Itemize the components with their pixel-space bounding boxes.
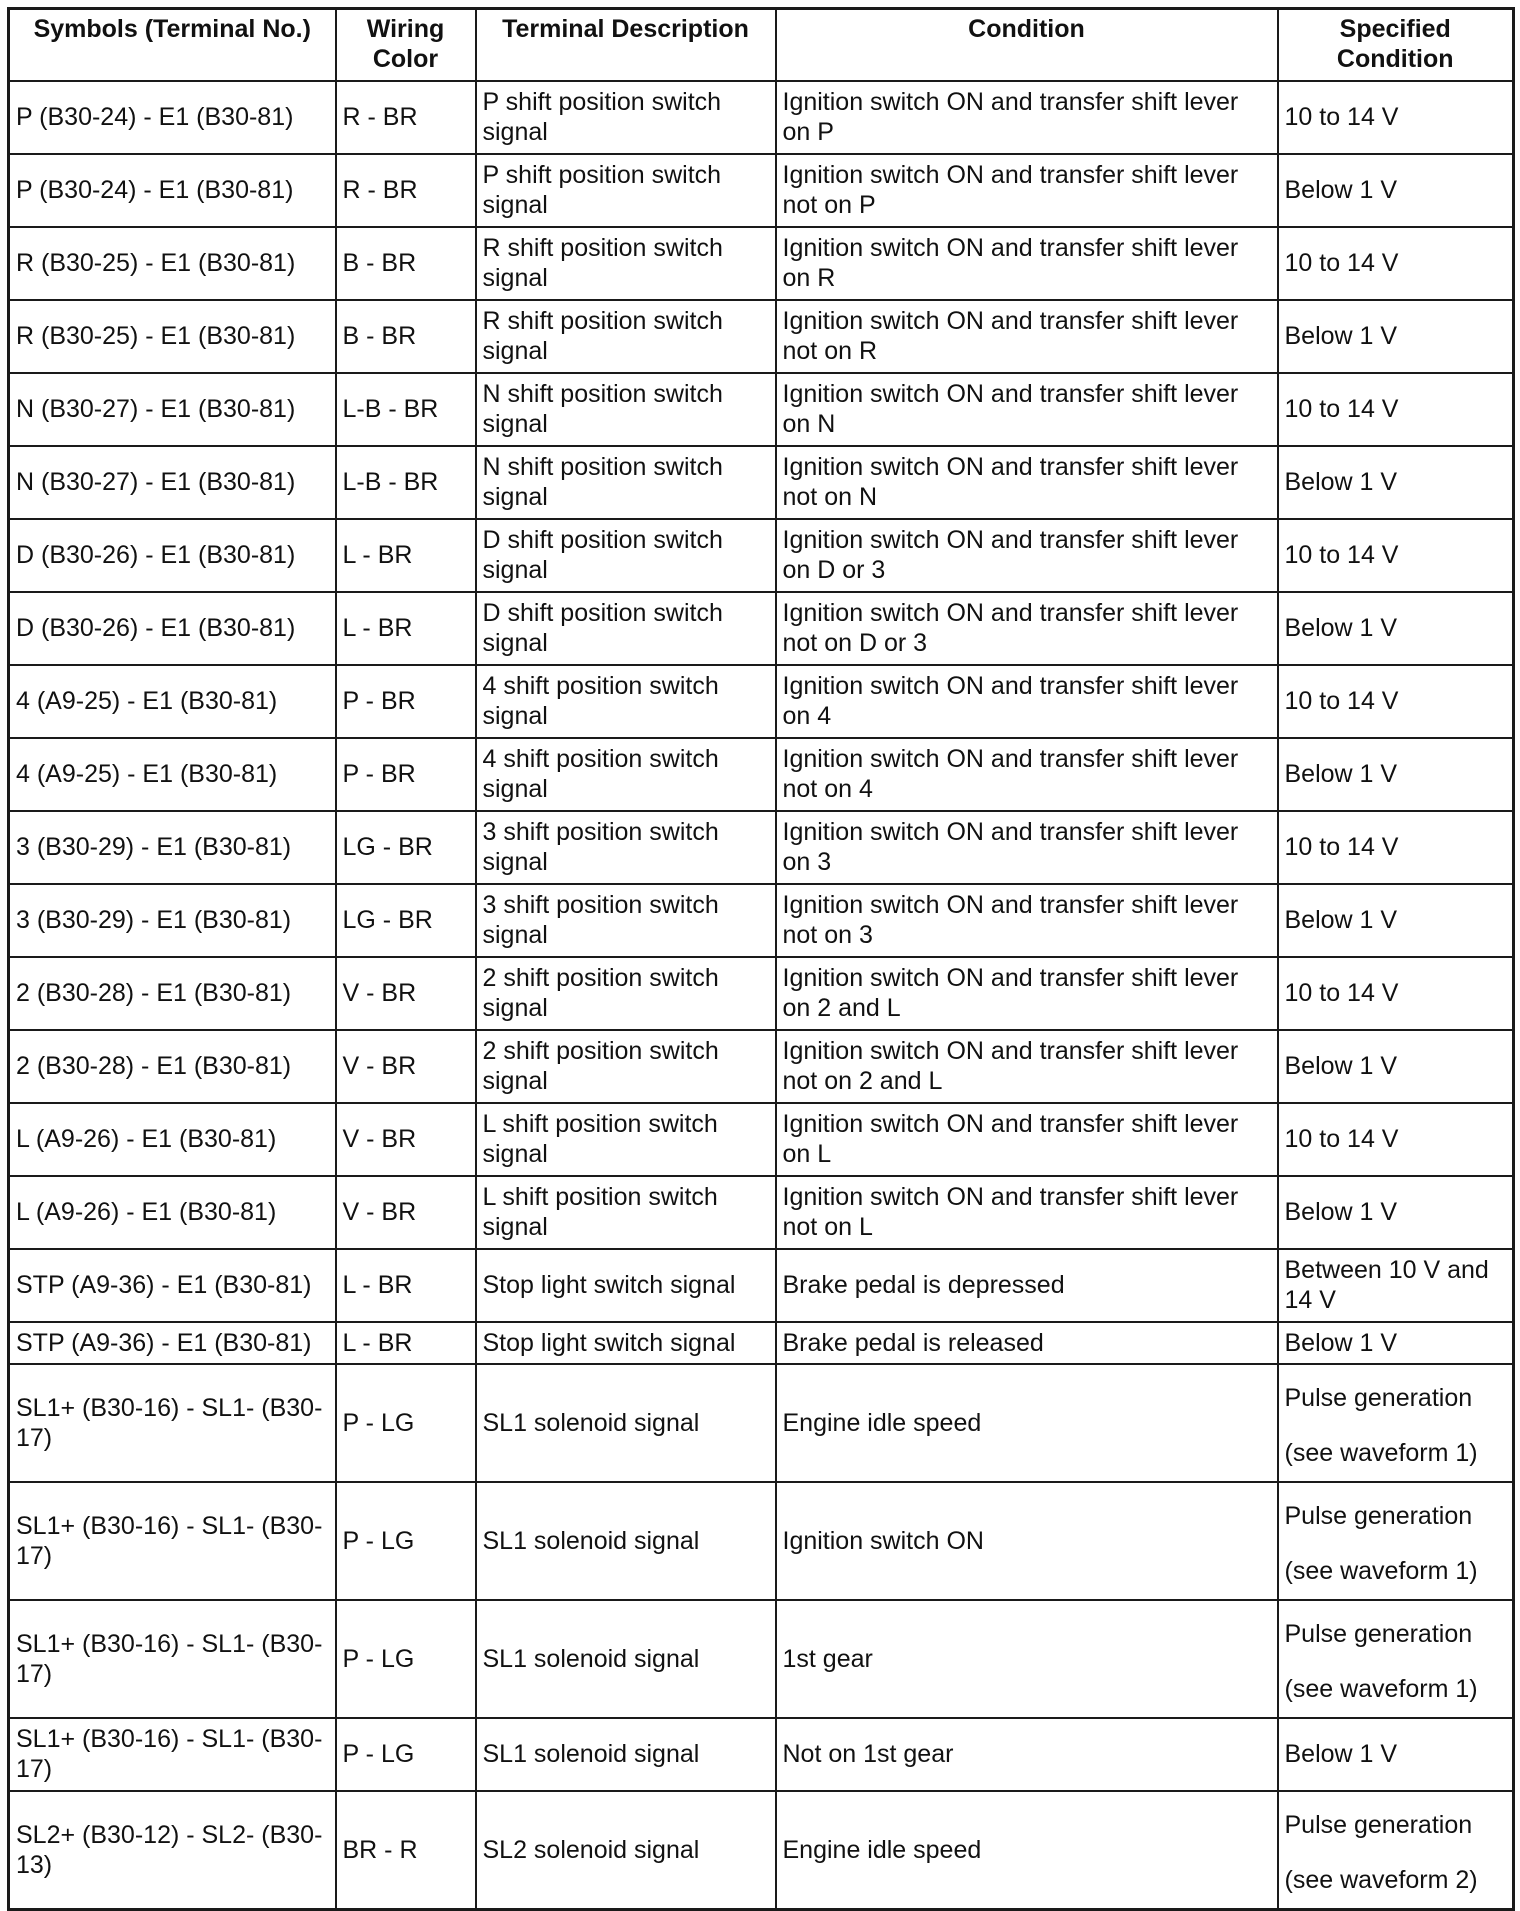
cell-symbols: R (B30-25) - E1 (B30-81)	[9, 300, 336, 373]
table-row	[9, 227, 1514, 300]
table-row	[9, 884, 1514, 957]
table-row	[9, 592, 1514, 665]
table-row	[9, 446, 1514, 519]
cell-condition: Ignition switch ON	[776, 1482, 1278, 1600]
cell-wiring-color: B - BR	[336, 227, 476, 300]
cell-specified-condition: Pulse generation (see waveform 2)	[1278, 1791, 1514, 1910]
cell-condition: Ignition switch ON and transfer shift lever on 3	[776, 811, 1278, 884]
table-row	[9, 300, 1514, 373]
cell-terminal-description: N shift position switch signal	[476, 446, 776, 519]
cell-wiring-color: LG - BR	[336, 811, 476, 884]
cell-terminal-description: P shift position switch signal	[476, 154, 776, 227]
cell-condition: Ignition switch ON and transfer shift lever not on D or 3	[776, 592, 1278, 665]
cell-wiring-color: L-B - BR	[336, 373, 476, 446]
cell-symbols: SL1+ (B30-16) - SL1- (B30-17)	[9, 1718, 336, 1791]
cell-wiring-color: P - BR	[336, 665, 476, 738]
table-body	[9, 81, 1514, 1910]
cell-wiring-color: R - BR	[336, 154, 476, 227]
cell-wiring-color: B - BR	[336, 300, 476, 373]
cell-specified-condition: Pulse generation (see waveform 1)	[1278, 1482, 1514, 1600]
cell-specified-condition: Below 1 V	[1278, 1030, 1514, 1103]
cell-specified-condition: Pulse generation (see waveform 1)	[1278, 1364, 1514, 1482]
cell-specified-condition: 10 to 14 V	[1278, 227, 1514, 300]
cell-specified-condition: 10 to 14 V	[1278, 1103, 1514, 1176]
cell-condition: 1st gear	[776, 1600, 1278, 1718]
table-row	[9, 1249, 1514, 1322]
cell-wiring-color: L - BR	[336, 592, 476, 665]
table-row	[9, 811, 1514, 884]
cell-terminal-description: N shift position switch signal	[476, 373, 776, 446]
cell-symbols: SL2+ (B30-12) - SL2- (B30-13)	[9, 1791, 336, 1910]
cell-terminal-description: Stop light switch signal	[476, 1249, 776, 1322]
cell-terminal-description: 2 shift position switch signal	[476, 1030, 776, 1103]
cell-symbols: R (B30-25) - E1 (B30-81)	[9, 227, 336, 300]
cell-condition: Ignition switch ON and transfer shift lever on L	[776, 1103, 1278, 1176]
cell-condition: Ignition switch ON and transfer shift lever on N	[776, 373, 1278, 446]
cell-wiring-color: P - LG	[336, 1718, 476, 1791]
cell-symbols: N (B30-27) - E1 (B30-81)	[9, 373, 336, 446]
cell-wiring-color: V - BR	[336, 1030, 476, 1103]
terminal-table	[7, 7, 1515, 1911]
cell-terminal-description: R shift position switch signal	[476, 227, 776, 300]
cell-symbols: L (A9-26) - E1 (B30-81)	[9, 1176, 336, 1249]
cell-terminal-description: L shift position switch signal	[476, 1176, 776, 1249]
cell-condition: Ignition switch ON and transfer shift lever not on P	[776, 154, 1278, 227]
cell-wiring-color: P - LG	[336, 1600, 476, 1718]
cell-symbols: P (B30-24) - E1 (B30-81)	[9, 81, 336, 154]
cell-terminal-description: R shift position switch signal	[476, 300, 776, 373]
cell-condition: Ignition switch ON and transfer shift lever on P	[776, 81, 1278, 154]
cell-wiring-color: BR - R	[336, 1791, 476, 1910]
cell-symbols: 3 (B30-29) - E1 (B30-81)	[9, 811, 336, 884]
cell-specified-condition: 10 to 14 V	[1278, 519, 1514, 592]
cell-condition: Ignition switch ON and transfer shift lever on D or 3	[776, 519, 1278, 592]
cell-wiring-color: LG - BR	[336, 884, 476, 957]
table-header	[9, 9, 1514, 81]
cell-terminal-description: SL1 solenoid signal	[476, 1600, 776, 1718]
cell-terminal-description: SL1 solenoid signal	[476, 1718, 776, 1791]
cell-condition: Ignition switch ON and transfer shift lever not on 4	[776, 738, 1278, 811]
cell-specified-condition: Below 1 V	[1278, 300, 1514, 373]
cell-symbols: D (B30-26) - E1 (B30-81)	[9, 519, 336, 592]
cell-symbols: SL1+ (B30-16) - SL1- (B30-17)	[9, 1600, 336, 1718]
cell-wiring-color: L - BR	[336, 1249, 476, 1322]
cell-condition: Engine idle speed	[776, 1364, 1278, 1482]
table-row	[9, 81, 1514, 154]
table-row	[9, 373, 1514, 446]
cell-specified-condition: Below 1 V	[1278, 1322, 1514, 1364]
cell-terminal-description: D shift position switch signal	[476, 519, 776, 592]
cell-wiring-color: L-B - BR	[336, 446, 476, 519]
cell-symbols: 2 (B30-28) - E1 (B30-81)	[9, 1030, 336, 1103]
cell-terminal-description: 4 shift position switch signal	[476, 738, 776, 811]
cell-symbols: 4 (A9-25) - E1 (B30-81)	[9, 738, 336, 811]
cell-condition: Ignition switch ON and transfer shift lever not on 2 and L	[776, 1030, 1278, 1103]
cell-terminal-description: 3 shift position switch signal	[476, 884, 776, 957]
cell-terminal-description: P shift position switch signal	[476, 81, 776, 154]
table-row	[9, 1600, 1514, 1718]
cell-condition: Engine idle speed	[776, 1791, 1278, 1910]
table-row	[9, 1176, 1514, 1249]
cell-terminal-description: SL1 solenoid signal	[476, 1482, 776, 1600]
header-symbols: Symbols (Terminal No.)	[9, 9, 336, 81]
header-row	[9, 9, 1514, 81]
cell-condition: Ignition switch ON and transfer shift lever not on L	[776, 1176, 1278, 1249]
cell-symbols: 2 (B30-28) - E1 (B30-81)	[9, 957, 336, 1030]
cell-wiring-color: V - BR	[336, 1103, 476, 1176]
cell-specified-condition: 10 to 14 V	[1278, 665, 1514, 738]
cell-terminal-description: 4 shift position switch signal	[476, 665, 776, 738]
cell-specified-condition: Below 1 V	[1278, 738, 1514, 811]
table-row	[9, 1322, 1514, 1364]
cell-wiring-color: L - BR	[336, 1322, 476, 1364]
table-row	[9, 738, 1514, 811]
cell-specified-condition: 10 to 14 V	[1278, 81, 1514, 154]
header-condition: Condition	[776, 9, 1278, 81]
cell-condition: Brake pedal is depressed	[776, 1249, 1278, 1322]
cell-condition: Ignition switch ON and transfer shift lever on 2 and L	[776, 957, 1278, 1030]
cell-specified-condition: 10 to 14 V	[1278, 811, 1514, 884]
cell-specified-condition: Below 1 V	[1278, 1176, 1514, 1249]
cell-terminal-description: SL2 solenoid signal	[476, 1791, 776, 1910]
cell-specified-condition: 10 to 14 V	[1278, 373, 1514, 446]
cell-symbols: L (A9-26) - E1 (B30-81)	[9, 1103, 336, 1176]
cell-wiring-color: V - BR	[336, 1176, 476, 1249]
cell-symbols: P (B30-24) - E1 (B30-81)	[9, 154, 336, 227]
cell-terminal-description: 3 shift position switch signal	[476, 811, 776, 884]
cell-wiring-color: P - LG	[336, 1364, 476, 1482]
table-row	[9, 957, 1514, 1030]
cell-symbols: 4 (A9-25) - E1 (B30-81)	[9, 665, 336, 738]
cell-condition: Ignition switch ON and transfer shift lever on R	[776, 227, 1278, 300]
cell-condition: Not on 1st gear	[776, 1718, 1278, 1791]
table-row	[9, 1718, 1514, 1791]
table-row	[9, 1791, 1514, 1910]
cell-terminal-description: L shift position switch signal	[476, 1103, 776, 1176]
table-row	[9, 1482, 1514, 1600]
table-row	[9, 154, 1514, 227]
cell-wiring-color: V - BR	[336, 957, 476, 1030]
cell-symbols: STP (A9-36) - E1 (B30-81)	[9, 1249, 336, 1322]
table-row	[9, 665, 1514, 738]
cell-specified-condition: Below 1 V	[1278, 592, 1514, 665]
cell-wiring-color: L - BR	[336, 519, 476, 592]
cell-symbols: D (B30-26) - E1 (B30-81)	[9, 592, 336, 665]
table-row	[9, 1103, 1514, 1176]
cell-specified-condition: Below 1 V	[1278, 154, 1514, 227]
cell-symbols: SL1+ (B30-16) - SL1- (B30-17)	[9, 1364, 336, 1482]
cell-condition: Brake pedal is released	[776, 1322, 1278, 1364]
cell-specified-condition: Below 1 V	[1278, 1718, 1514, 1791]
cell-terminal-description: Stop light switch signal	[476, 1322, 776, 1364]
cell-wiring-color: P - BR	[336, 738, 476, 811]
table-row	[9, 519, 1514, 592]
table-row	[9, 1364, 1514, 1482]
cell-condition: Ignition switch ON and transfer shift lever not on R	[776, 300, 1278, 373]
cell-symbols: N (B30-27) - E1 (B30-81)	[9, 446, 336, 519]
table-row	[9, 1030, 1514, 1103]
cell-specified-condition: Below 1 V	[1278, 446, 1514, 519]
cell-symbols: STP (A9-36) - E1 (B30-81)	[9, 1322, 336, 1364]
cell-specified-condition: Pulse generation (see waveform 1)	[1278, 1600, 1514, 1718]
cell-wiring-color: R - BR	[336, 81, 476, 154]
cell-condition: Ignition switch ON and transfer shift lever not on N	[776, 446, 1278, 519]
cell-symbols: SL1+ (B30-16) - SL1- (B30-17)	[9, 1482, 336, 1600]
cell-terminal-description: 2 shift position switch signal	[476, 957, 776, 1030]
cell-wiring-color: P - LG	[336, 1482, 476, 1600]
cell-condition: Ignition switch ON and transfer shift lever on 4	[776, 665, 1278, 738]
cell-terminal-description: SL1 solenoid signal	[476, 1364, 776, 1482]
header-terminal-description: Terminal Description	[476, 9, 776, 81]
cell-symbols: 3 (B30-29) - E1 (B30-81)	[9, 884, 336, 957]
cell-condition: Ignition switch ON and transfer shift lever not on 3	[776, 884, 1278, 957]
cell-specified-condition: Between 10 V and 14 V	[1278, 1249, 1514, 1322]
cell-specified-condition: Below 1 V	[1278, 884, 1514, 957]
cell-specified-condition: 10 to 14 V	[1278, 957, 1514, 1030]
header-specified-condition: Specified Condition	[1278, 9, 1514, 81]
cell-terminal-description: D shift position switch signal	[476, 592, 776, 665]
header-wiring-color: Wiring Color	[336, 9, 476, 81]
